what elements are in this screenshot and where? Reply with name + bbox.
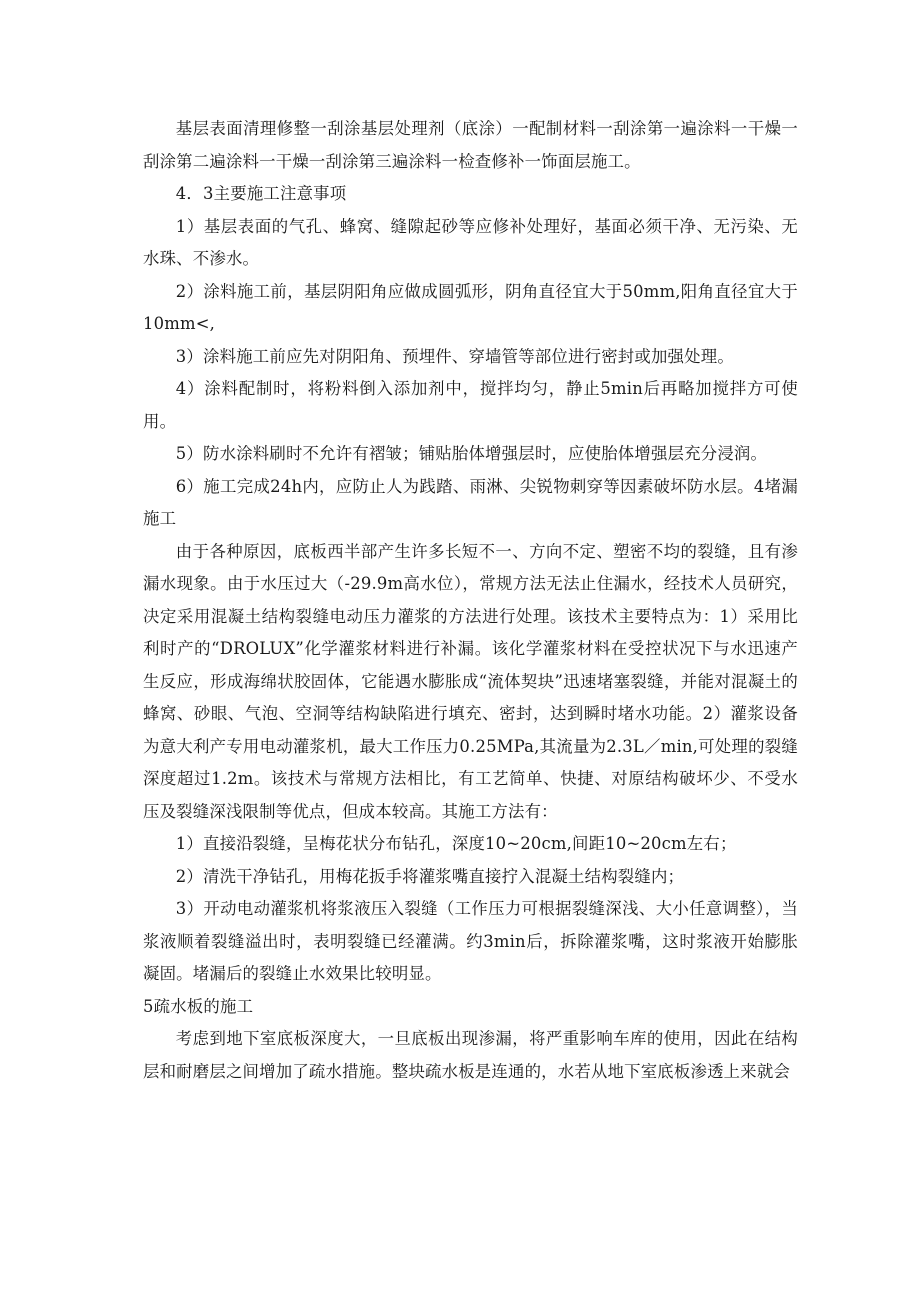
- paragraph-leak-repair: 由于各种原因，底板西半部产生许多长短不一、方向不定、塑密不均的裂缝，且有渗漏水现象。由于水压过大（-29.9m高水位），常规方法无法止住漏水，经技术人员研究，决定采用混凝土结构裂缝电动压力灌浆的方法进行处理。该技术主要特点为：1）采用比利时产的“DROLUX”化学灌浆材料进行补漏。该化学灌浆材料在受控状况下与水迅速产生反应，形成海绵状胶固体，它能遇水膨胀成“流体契块”迅速堵塞裂缝，并能对混凝土的蜂窝、砂眼、气泡、空洞等结构缺陷进行填充、密封，达到瞬时堵水功能。2）灌浆设备为意大利产专用电动灌浆机，最大工作压力0.25MPa,其流量为2.3L／min,可处理的裂缝深度超过1.2m。该技术与常规方法相比，有工艺简单、快捷、对原结构破坏少、不受水压及裂缝深浅限制等优点，但成本较高。其施工方法有：: [143, 541, 798, 821]
- method-step-1: 1）直接沿裂缝，呈梅花状分布钻孔，深度10~20cm,间距10~20cm左右；: [175, 834, 737, 853]
- list-item-2: 2）涂料施工前，基层阴阳角应做成圆弧形，阴角直径宜大于50mm,阳角直径宜大于10mm<,: [143, 281, 798, 333]
- section-heading-4-3: 4．3主要施工注意事项: [175, 184, 347, 203]
- list-item-3: 3）涂料施工前应先对阴阳角、预埋件、穿墙管等部位进行密封或加强处理。: [175, 346, 734, 366]
- paragraph-process-flow: 基层表面清理修整一刮涂基层处理剂（底涂）一配制材料一刮涂第一遍涂料一干燥一刮涂第二遍涂料一干燥一刮涂第三遍涂料一检查修补一饰面层施工。: [143, 119, 798, 171]
- section-heading-5: 5疏水板的施工: [143, 996, 254, 1016]
- list-item-5: 5）防水涂料刷时不允许有褶皱；铺贴胎体增强层时，应使胎体增强层充分浸润。: [175, 444, 768, 463]
- list-item-6: 6）施工完成24h内，应防止人为践踏、雨淋、尖锐物刺穿等因素破坏防水层。4堵漏施工: [143, 476, 798, 528]
- list-item-4: 4）涂料配制时，将粉料倒入添加剂中，搅拌均匀，静止5min后再略加搅拌方可使用。: [143, 379, 798, 431]
- method-step-2: 2）清洗干净钻孔，用梅花扳手将灌浆嘴直接拧入混凝土结构裂缝内；: [175, 866, 685, 886]
- list-item-1: 1）基层表面的气孔、蜂窝、缝隙起砂等应修补处理好，基面必须干净、无污染、无水珠、不渗水。: [143, 216, 798, 268]
- document-body: [143, 113, 798, 1088]
- paragraph-drainage-board: 考虑到地下室底板深度大，一旦底板出现渗漏，将严重影响车库的使用，因此在结构层和耐磨层之间增加了疏水措施。整块疏水板是连通的，水若从地下室底板渗透上来就会: [143, 1029, 798, 1081]
- method-step-3: 3）开动电动灌浆机将浆液压入裂缝（工作压力可根据裂缝深浅、大小任意调整），当浆液顺着裂缝溢出时，表明裂缝已经灌满。约3min后，拆除灌浆嘴，这时浆液开始膨胀凝固。堵漏后的裂缝止水效果比较明显。: [143, 899, 798, 983]
